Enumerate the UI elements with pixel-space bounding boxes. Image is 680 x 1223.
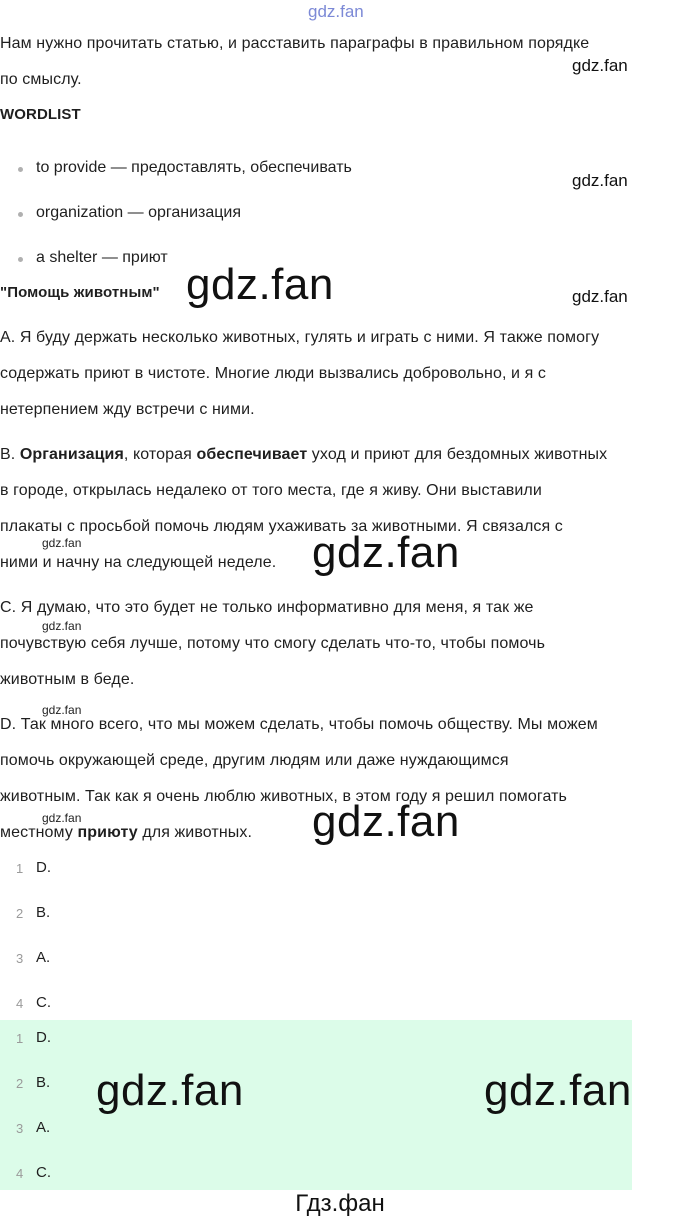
bullet-icon: [18, 212, 23, 217]
wordlist-title: WORDLIST: [0, 106, 81, 123]
paragraph-line: содержать приют в чистоте. Многие люди вызвались добровольно, и я с: [0, 365, 547, 382]
paragraph-line: в городе, открылась недалеко от того места, где я живу. Они выставили: [0, 482, 542, 499]
wordlist-item-text: a shelter — приют: [36, 249, 168, 266]
list-number: 1: [16, 861, 24, 876]
list-number: 1: [16, 1031, 24, 1046]
watermark-large: gdz.fan: [312, 797, 460, 846]
answer-value: D.: [36, 859, 51, 876]
paragraph-line: [0, 446, 607, 464]
paragraph-line: почувствую себя лучше, потому что смогу сделать что-то, чтобы помочь: [0, 635, 546, 652]
watermark-large: gdz.fan: [186, 260, 334, 309]
answer-value: C.: [36, 1164, 51, 1181]
text-fragment: местному: [0, 824, 78, 841]
bold-term: Организация: [19, 446, 124, 463]
article-title: "Помощь животным": [0, 284, 160, 301]
task-text-line-2: по смыслу.: [0, 71, 82, 88]
list-number: 3: [16, 1121, 24, 1136]
paragraph-line: плакаты с просьбой помочь людям ухаживать за животными. Я связался с: [0, 518, 563, 535]
watermark-small: gdz.fan: [42, 811, 82, 825]
paragraph-line: D. Так много всего, что мы можем сделать, чтобы помочь обществу. Мы можем: [0, 716, 598, 733]
paragraph-line: C. Я думаю, что это будет не только информативно для меня, я так же: [0, 599, 534, 616]
paragraph-line: помочь окружающей среде, другим людям или даже нуждающимся: [0, 752, 509, 769]
paragraph-line: животным в беде.: [0, 671, 135, 688]
watermark-side: gdz.fan: [572, 287, 628, 306]
watermark-small: gdz.fan: [42, 619, 82, 633]
paragraph-line: нетерпением жду встречи с ними.: [0, 401, 255, 418]
answer-value: A.: [36, 949, 51, 966]
watermark-side: gdz.fan: [572, 56, 628, 75]
bold-term: приюту: [77, 824, 138, 841]
bullet-icon: [18, 167, 23, 172]
text-fragment: , которая: [123, 446, 197, 463]
watermark-large: gdz.fan: [96, 1066, 244, 1115]
paragraph-line: A. Я буду держать несколько животных, гулять и играть с ними. Я также помогу: [0, 329, 600, 346]
text-fragment: для животных.: [137, 824, 253, 841]
list-number: 2: [16, 1076, 24, 1091]
answer-value: D.: [36, 1029, 51, 1046]
paragraph-line: ними и начну на следующей неделе.: [0, 554, 277, 571]
paragraph-line: животным. Так как я очень люблю животных, в этом году я решил помогать: [0, 788, 567, 805]
list-number: 4: [16, 996, 24, 1011]
bold-term: обеспечивает: [196, 446, 308, 463]
list-number: 2: [16, 906, 24, 921]
watermark-side: gdz.fan: [572, 171, 628, 190]
task-text-line-1: Нам нужно прочитать статью, и расставить параграфы в правильном порядке: [0, 35, 590, 52]
answer-value: B.: [36, 904, 51, 921]
answer-value: B.: [36, 1074, 51, 1091]
paragraph-letter: B.: [0, 446, 20, 463]
answer-value: A.: [36, 1119, 51, 1136]
watermark-top: gdz.fan: [308, 2, 364, 21]
wordlist-item-text: to provide — предоставлять, обеспечивать: [36, 159, 352, 176]
answer-value: C.: [36, 994, 51, 1011]
watermark-large: gdz.fan: [484, 1066, 632, 1115]
text-fragment: уход и приют для бездомных животных: [307, 446, 608, 463]
footer-watermark: Гдз.фан: [295, 1190, 385, 1217]
watermark-large: gdz.fan: [312, 528, 460, 577]
wordlist-item-text: organization — организация: [36, 204, 242, 221]
bullet-icon: [18, 257, 23, 262]
watermark-small: gdz.fan: [42, 536, 82, 550]
paragraph-line: [0, 824, 252, 842]
list-number: 3: [16, 951, 24, 966]
watermark-small: gdz.fan: [42, 703, 82, 717]
list-number: 4: [16, 1166, 24, 1181]
